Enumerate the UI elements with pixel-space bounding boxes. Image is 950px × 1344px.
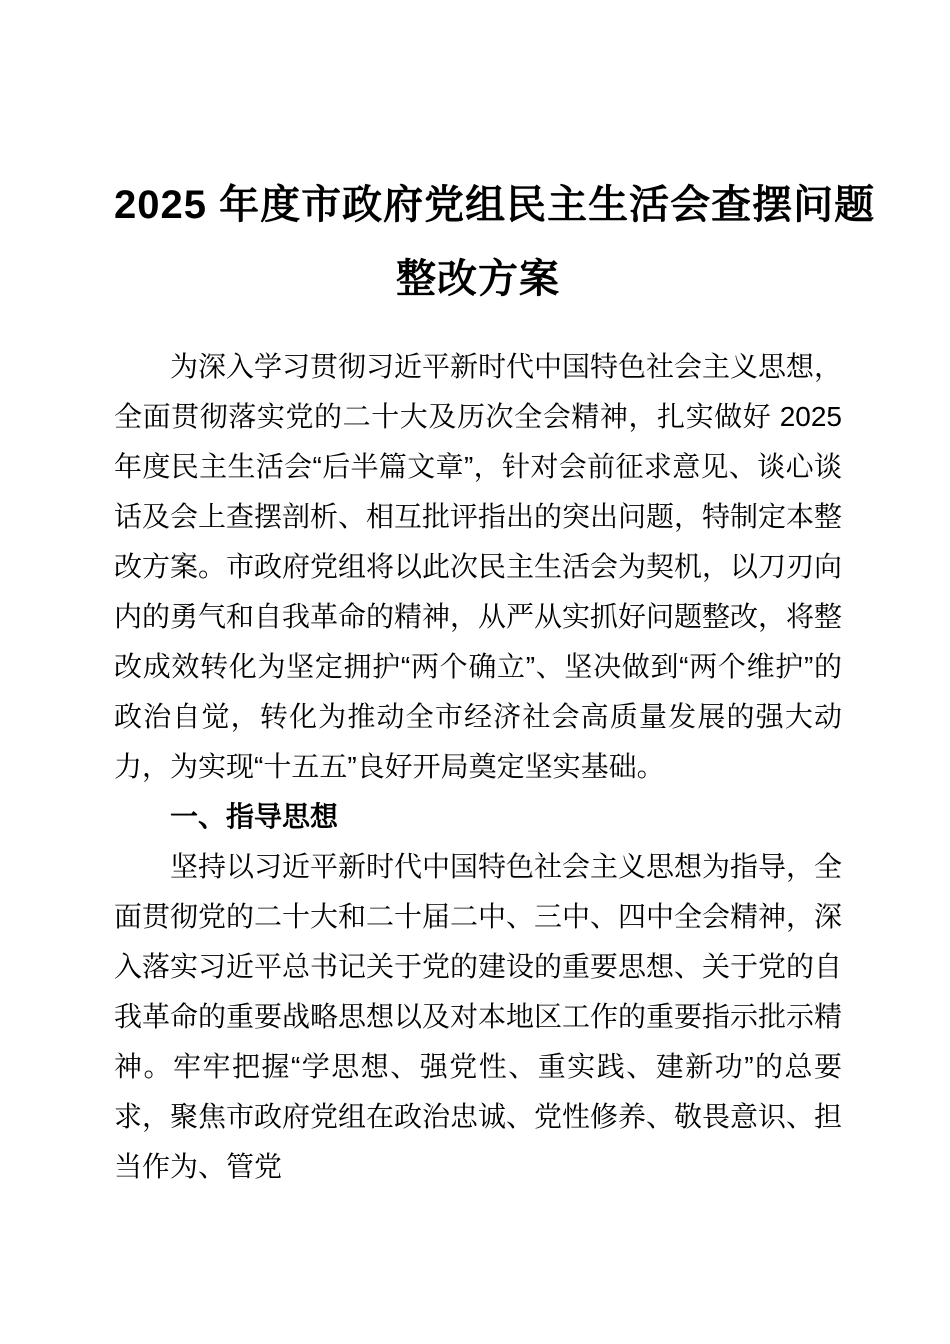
section-heading-guiding-ideology: 一、指导思想 [170, 801, 339, 832]
document-title-line-2: 整改方案 [396, 257, 560, 301]
paragraph-guiding-ideology: 坚持以习近平新时代中国特色社会主义思想为指导，全面贯彻党的二十大和二十届二中、三中、四中全会精神，深入落实习近平总书记关于党的建设的重要思想、关于党的自我革命的重要战略思想以及对本地区工作的重要指示批示精神。牢牢把握“学思想、强党性、重实践、建新功”的总要求，聚焦市政府党组在政治忠诚、党性修养、敬畏意识、担当作为、管党 [114, 851, 843, 1182]
document-body [114, 342, 842, 1192]
document-title [114, 168, 876, 316]
document-title-line-1: 2025 年度市政府党组民主生活会查摆问题 [114, 183, 876, 227]
paragraph-preamble: 为深入学习贯彻习近平新时代中国特色社会主义思想，全面贯彻落实党的二十大及历次全会精神，扎实做好 2025 年度民主生活会“后半篇文章”，针对会前征求意见、谈心谈话及会上查摆剖析、相互批评指出的突出问题，特制定本整改方案。市政府党组将以此次民主生活会为契机，以刀刃向内的勇气和自我革命的精神，从严从实抓好问题整改，将整改成效转化为坚定拥护“两个确立”、坚决做到“两个维护”的政治自觉，转化为推动全市经济社会高质量发展的强大动力，为实现“十五五”良好开局奠定坚实基础。 [114, 351, 843, 782]
